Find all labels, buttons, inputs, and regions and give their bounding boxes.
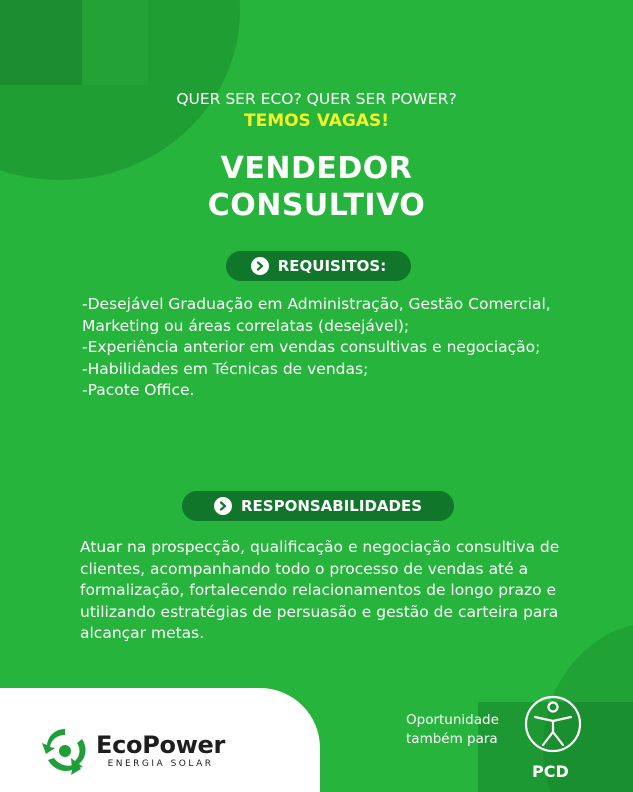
pcd-line1: Oportunidade — [406, 712, 499, 728]
accessibility-person-icon — [522, 694, 584, 754]
requirements-list — [82, 294, 582, 402]
requirements-badge — [226, 251, 411, 281]
pcd-label: PCD — [532, 762, 569, 781]
list-item: -Desejável Graduação em Administração, Gestão Comercial, Marketing ou áreas correlatas (desejável); — [82, 295, 551, 335]
brand-logo — [38, 724, 225, 776]
pcd-opportunity-text — [406, 711, 521, 749]
pcd-line2: também para — [406, 731, 498, 747]
brand-subtitle: ENERGIA SOLAR — [107, 758, 214, 769]
chevron-right-circle-icon — [214, 497, 232, 515]
responsibilities-text: Atuar na prospecção, qualificação e negociação consultiva de clientes, acompanhando todo o processo de vendas até a formalização, fortalecendo relacionamentos de longo prazo e utilizando estratégias de persuasão e gestão de carteira para alcançar metas. — [80, 538, 560, 642]
decor-square-top — [82, 0, 148, 85]
list-item: -Experiência anterior em vendas consultivas e negociação; — [82, 338, 541, 356]
job-title-line1: VENDEDOR — [220, 151, 413, 186]
responsibilities-label: RESPONSABILIDADES — [240, 497, 423, 515]
job-title — [0, 150, 633, 224]
brand-name: EcoPower — [96, 730, 226, 759]
requirements-label: REQUISITOS: — [277, 257, 387, 275]
list-item: -Habilidades em Técnicas de vendas; — [82, 359, 369, 378]
hiring-headline: TEMOS VAGAS! — [243, 111, 389, 131]
chevron-right-circle-icon — [251, 257, 269, 275]
job-title-line2: CONSULTIVO — [207, 188, 426, 223]
ecopower-recycle-logo-icon — [38, 724, 92, 776]
list-item: -Pacote Office. — [82, 381, 195, 399]
tagline: QUER SER ECO? QUER SER POWER? — [176, 90, 457, 108]
decor-square-corner — [0, 0, 82, 85]
responsibilities-badge — [182, 491, 454, 521]
